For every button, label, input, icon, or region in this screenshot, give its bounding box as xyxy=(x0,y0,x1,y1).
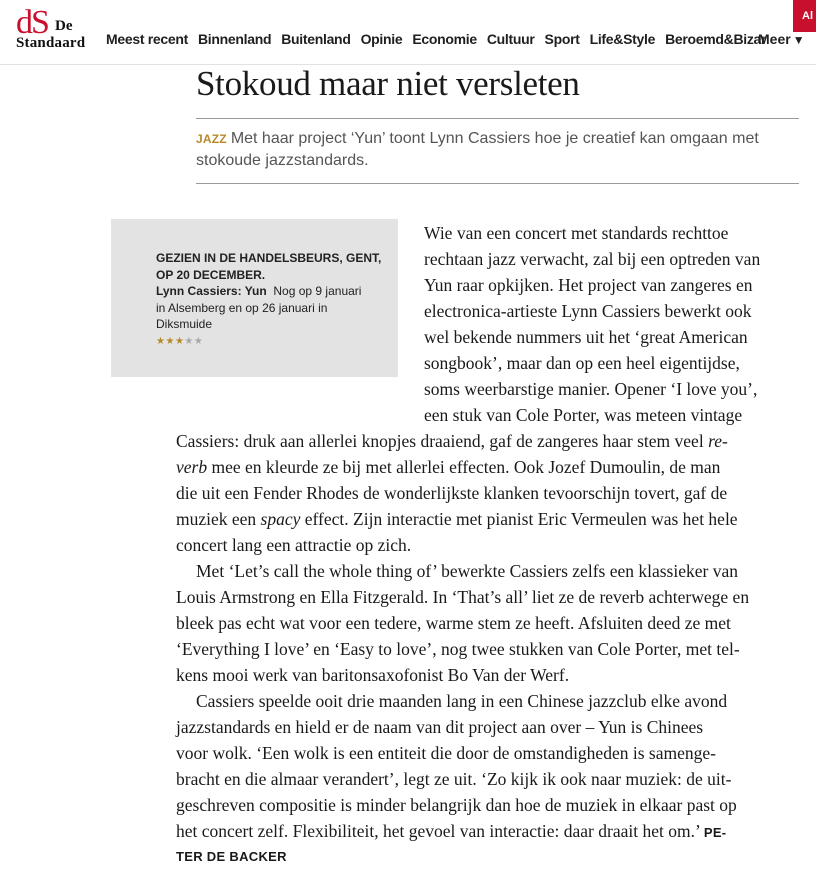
body-line: wel bekende nummers uit het ‘great American xyxy=(424,327,748,347)
body-line xyxy=(176,428,728,454)
nav-item-sport[interactable]: Sport xyxy=(544,31,580,47)
body-line xyxy=(176,818,726,844)
body-line: Met ‘Let’s call the whole thing of’ bewerkte Cassiers zelfs een klassieker van xyxy=(196,561,738,581)
body-line: Yun raar opkijken. Het project van zangeres en xyxy=(424,275,753,295)
star-icon-empty: ★ xyxy=(184,335,194,347)
body-line: bleek pas echt wat voor een tedere, warme stem ze heeft. Afsluiten deed ze met xyxy=(176,613,731,633)
author-byline: TER DE BACKER xyxy=(176,849,287,864)
article-intro xyxy=(196,128,798,171)
star-icon-empty: ★ xyxy=(193,335,204,347)
review-venue-line-2: OP 20 DECEMBER. xyxy=(156,267,266,282)
body-line: songbook’, maar dan op een heel eigentijdse, xyxy=(424,353,740,373)
star-icon-filled: ★ xyxy=(156,335,166,347)
review-dates-row xyxy=(156,283,386,300)
body-line xyxy=(176,454,720,480)
review-dates-line-3: Diksmuide xyxy=(156,317,213,331)
logo-ds-mark: dS xyxy=(16,4,48,41)
review-info-box xyxy=(111,219,398,377)
nav-item-buitenland[interactable]: Buitenland xyxy=(281,31,351,47)
caret-down-icon: ▼ xyxy=(792,33,805,47)
body-line: electronica-artieste Lynn Cassiers bewerkt ook xyxy=(424,301,752,321)
body-line: geschreven compositie is minder belangrijk dan hoe de muziek in elkaar past op xyxy=(176,795,737,815)
body-italic-fragment: verb xyxy=(176,457,208,477)
body-line xyxy=(176,506,738,532)
intro-divider xyxy=(196,183,799,184)
top-navigation xyxy=(0,0,816,65)
review-venue-line-1: GEZIEN IN DE HANDELSBEURS, GENT, xyxy=(156,251,382,265)
article-kicker: JAZZ xyxy=(196,132,227,146)
body-line: concert lang een attractie op zich. xyxy=(176,535,412,555)
site-logo[interactable] xyxy=(16,6,96,56)
star-icon-filled: ★ xyxy=(174,335,185,347)
review-dates-line-1: Nog op 9 januari xyxy=(273,284,362,298)
article-intro-text: Met haar project ‘Yun’ toont Lynn Cassiers hoe je creatief kan omgaan met stokoude jazzstandards. xyxy=(196,130,759,169)
body-line: bracht en die almaar verandert’, legt ze uit. ‘Zo kijk ik ook naar muziek: de uit- xyxy=(176,769,732,789)
body-fragment: muziek een xyxy=(176,509,261,529)
nav-more-button[interactable] xyxy=(758,31,805,47)
logo-de-text: De xyxy=(55,18,73,34)
review-dates-line-2: in Alsemberg en op 26 januari in xyxy=(156,300,328,315)
star-rating xyxy=(156,334,386,351)
body-fragment: Cassiers: druk aan allerlei knopjes draaiend, gaf de zangeres haar stem veel xyxy=(176,431,709,451)
body-line: rechtaan jazz verwacht, zal bij een optreden van xyxy=(424,249,761,269)
body-italic-fragment: re- xyxy=(708,431,728,451)
nav-item-economie[interactable]: Economie xyxy=(412,31,477,47)
body-line: soms weerbarstige manier. Opener ‘I love you’, xyxy=(424,379,758,399)
body-line: ‘Everything I love’ en ‘Easy to love’, nog twee stukken van Cole Porter, met tel- xyxy=(176,639,740,659)
body-fragment: effect. Zijn interactie met pianist Eric Vermeulen was het hele xyxy=(300,509,738,529)
body-line: Cassiers speelde ooit drie maanden lang in een Chinese jazzclub elke avond xyxy=(196,691,728,711)
body-line: kens mooi werk van baritonsaxofonist Bo Van der Werf. xyxy=(176,665,570,685)
nav-item-cultuur[interactable]: Cultuur xyxy=(486,31,535,47)
section-nav xyxy=(106,31,776,49)
author-byline: PE- xyxy=(703,825,727,840)
nav-item-binnenland[interactable]: Binnenland xyxy=(198,31,272,47)
star-icon-filled: ★ xyxy=(165,335,175,347)
nav-item-meest-recent[interactable]: Meest recent xyxy=(106,31,188,47)
body-line: Louis Armstrong en Ella Fitzgerald. In ‘That’s all’ liet ze de reverb achterwege en xyxy=(176,587,750,607)
body-line: die uit een Fender Rhodes de wonderlijkste klanken tevoorschijn tovert, gaf de xyxy=(176,483,728,503)
body-fragment: het concert zelf. Flexibiliteit, het gevoel van interactie: daar draait het om.’ xyxy=(176,821,700,841)
logo-standaard-text: Standaard xyxy=(16,35,86,51)
nav-more-label: Meer xyxy=(758,31,791,47)
nav-item-life-style[interactable]: Life&Style xyxy=(589,31,656,47)
body-fragment: mee en kleurde ze bij met allerlei effecten. Ook Jozef Dumoulin, de man xyxy=(207,457,721,477)
body-line: een stuk van Cole Porter, was meteen vintage xyxy=(424,405,743,425)
nav-item-opinie[interactable]: Opinie xyxy=(360,31,403,47)
headline-divider xyxy=(196,118,799,119)
body-line: jazzstandards en hield er de naam van dit project aan over – Yun is Chinees xyxy=(176,717,704,737)
nav-item-beroemd-bizar[interactable]: Beroemd&Bizar xyxy=(665,31,767,47)
article-headline: Stokoud maar niet versleten xyxy=(196,64,580,103)
body-line: Wie van een concert met standards rechttoe xyxy=(424,223,729,243)
body-italic-fragment: spacy xyxy=(260,509,301,529)
corner-account-button[interactable]: Al xyxy=(793,0,816,32)
review-artist: Lynn Cassiers: Yun xyxy=(156,284,267,298)
body-line: voor wolk. ‘Een wolk is een entiteit die door de omstandigheden is samenge- xyxy=(176,743,716,763)
